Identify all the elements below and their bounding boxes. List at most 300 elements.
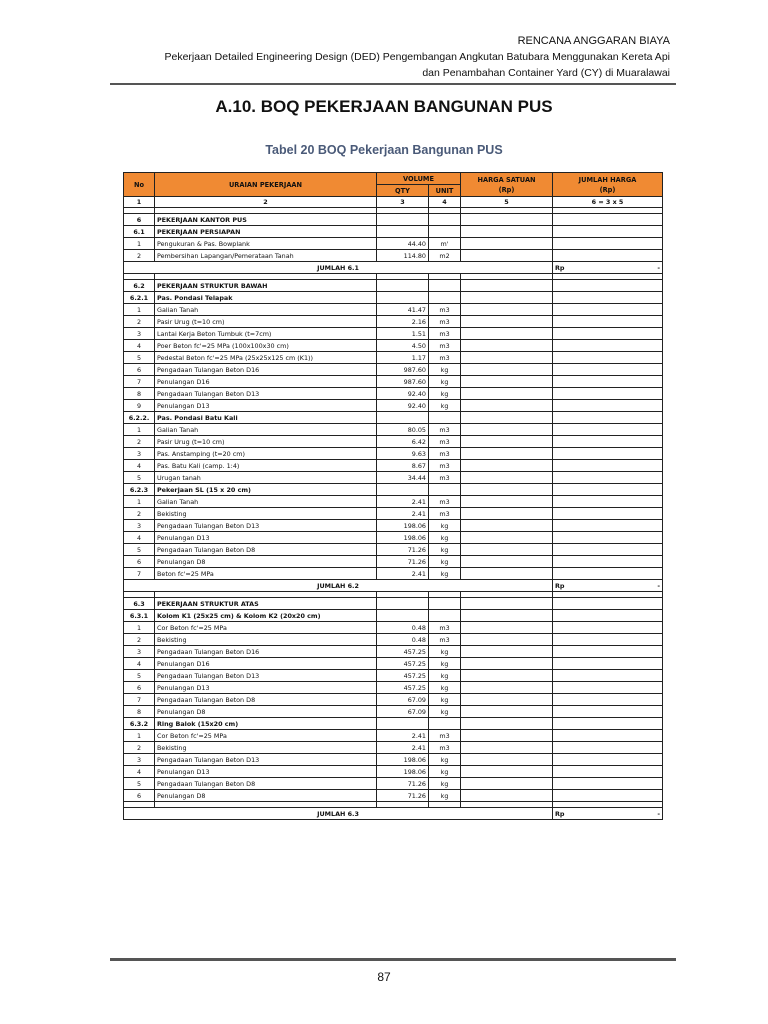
harga-satuan-cell xyxy=(461,340,553,352)
row-no: 1 xyxy=(124,304,155,316)
row-description: Cor Beton fc'=25 MPa xyxy=(155,730,377,742)
row-no: 2 xyxy=(124,436,155,448)
row-description: Pengadaan Tulangan Beton D16 xyxy=(155,364,377,376)
qty-cell xyxy=(377,280,429,292)
row-description: Beton fc'=25 MPa xyxy=(155,568,377,580)
subtotal-label: JUMLAH 6.1 xyxy=(124,262,553,274)
qty-cell: 67.09 xyxy=(377,706,429,718)
row-description: Penulangan D13 xyxy=(155,766,377,778)
unit-cell xyxy=(429,412,461,424)
harga-satuan-cell xyxy=(461,280,553,292)
section-row xyxy=(124,412,663,424)
row-no: 5 xyxy=(124,544,155,556)
table-caption: Tabel 20 BOQ Pekerjaan Bangunan PUS xyxy=(265,143,503,157)
header-no: No xyxy=(124,173,155,197)
row-no: 5 xyxy=(124,472,155,484)
unit-cell: kg xyxy=(429,556,461,568)
row-no: 6 xyxy=(124,682,155,694)
jumlah-harga-cell xyxy=(553,376,663,388)
qty-cell xyxy=(377,214,429,226)
harga-satuan-cell xyxy=(461,598,553,610)
qty-cell xyxy=(377,610,429,622)
harga-satuan-cell xyxy=(461,388,553,400)
unit-cell: kg xyxy=(429,646,461,658)
report-header xyxy=(164,33,670,81)
subtotal-amount: - xyxy=(657,809,661,818)
row-no: 1 xyxy=(124,238,155,250)
jumlah-harga-cell xyxy=(553,400,663,412)
unit-cell xyxy=(429,610,461,622)
jumlah-harga-cell xyxy=(553,718,663,730)
unit-cell xyxy=(429,718,461,730)
subtotal-row xyxy=(124,580,663,592)
harga-satuan-cell xyxy=(461,460,553,472)
subtotal-amount: - xyxy=(657,263,661,272)
table-row xyxy=(124,340,663,352)
harga-satuan-cell xyxy=(461,304,553,316)
qty-cell xyxy=(377,292,429,304)
row-description: PEKERJAAN STRUKTUR BAWAH xyxy=(155,280,377,292)
row-description: Penulangan D16 xyxy=(155,658,377,670)
harga-satuan-cell xyxy=(461,622,553,634)
table-row xyxy=(124,508,663,520)
qty-cell: 41.47 xyxy=(377,304,429,316)
harga-satuan-cell xyxy=(461,508,553,520)
table-row xyxy=(124,448,663,460)
jumlah-harga-cell xyxy=(553,622,663,634)
jumlah-harga-cell xyxy=(553,388,663,400)
qty-cell: 6.42 xyxy=(377,436,429,448)
subtotal-value xyxy=(553,262,663,274)
row-description: Penulangan D13 xyxy=(155,400,377,412)
unit-cell: m3 xyxy=(429,304,461,316)
row-description: Pengadaan Tulangan Beton D8 xyxy=(155,694,377,706)
row-description: Cor Beton fc'=25 MPa xyxy=(155,622,377,634)
unit-cell: kg xyxy=(429,790,461,802)
qty-cell: 198.06 xyxy=(377,766,429,778)
row-no: 1 xyxy=(124,496,155,508)
qty-cell: 71.26 xyxy=(377,790,429,802)
col-number: 1 xyxy=(124,197,155,208)
qty-cell: 1.17 xyxy=(377,352,429,364)
table-row xyxy=(124,304,663,316)
row-description: Pengukuran & Pas. Bowplank xyxy=(155,238,377,250)
unit-cell: m2 xyxy=(429,250,461,262)
subtotal-row xyxy=(124,262,663,274)
header-jumlah-harga-unit: (Rp) xyxy=(599,185,616,194)
unit-cell: kg xyxy=(429,388,461,400)
jumlah-harga-cell xyxy=(553,292,663,304)
qty-cell: 67.09 xyxy=(377,694,429,706)
col-number: 2 xyxy=(155,197,377,208)
qty-cell: 457.25 xyxy=(377,658,429,670)
qty-cell: 71.26 xyxy=(377,544,429,556)
harga-satuan-cell xyxy=(461,352,553,364)
table-row xyxy=(124,706,663,718)
qty-cell: 114.80 xyxy=(377,250,429,262)
table-row xyxy=(124,742,663,754)
harga-satuan-cell xyxy=(461,412,553,424)
qty-cell: 0.48 xyxy=(377,622,429,634)
unit-cell: kg xyxy=(429,766,461,778)
subtotal-value xyxy=(553,580,663,592)
currency-label: Rp xyxy=(555,809,565,818)
unit-cell: m3 xyxy=(429,352,461,364)
table-row xyxy=(124,790,663,802)
row-description: Penulangan D8 xyxy=(155,706,377,718)
row-description: Pengadaan Tulangan Beton D13 xyxy=(155,520,377,532)
unit-cell: kg xyxy=(429,754,461,766)
row-no: 3 xyxy=(124,520,155,532)
unit-cell: m3 xyxy=(429,340,461,352)
row-no: 5 xyxy=(124,670,155,682)
qty-cell: 1.51 xyxy=(377,328,429,340)
row-no: 1 xyxy=(124,730,155,742)
header-uraian: URAIAN PEKERJAAN xyxy=(155,173,377,197)
qty-cell: 4.50 xyxy=(377,340,429,352)
unit-cell xyxy=(429,280,461,292)
qty-cell: 92.40 xyxy=(377,400,429,412)
qty-cell: 987.60 xyxy=(377,364,429,376)
row-description: Pengadaan Tulangan Beton D13 xyxy=(155,670,377,682)
row-no: 6 xyxy=(124,214,155,226)
jumlah-harga-cell xyxy=(553,280,663,292)
qty-cell: 92.40 xyxy=(377,388,429,400)
qty-cell: 987.60 xyxy=(377,376,429,388)
table-row xyxy=(124,388,663,400)
qty-cell: 198.06 xyxy=(377,532,429,544)
unit-cell xyxy=(429,292,461,304)
table-row xyxy=(124,754,663,766)
harga-satuan-cell xyxy=(461,568,553,580)
header-volume: VOLUME xyxy=(377,173,461,185)
harga-satuan-cell xyxy=(461,496,553,508)
table-row xyxy=(124,424,663,436)
row-no: 6.1 xyxy=(124,226,155,238)
row-description: Galian Tanah xyxy=(155,304,377,316)
jumlah-harga-cell xyxy=(553,238,663,250)
jumlah-harga-cell xyxy=(553,544,663,556)
table-row xyxy=(124,778,663,790)
unit-cell: kg xyxy=(429,682,461,694)
row-description: Pengadaan Tulangan Beton D13 xyxy=(155,754,377,766)
jumlah-harga-cell xyxy=(553,598,663,610)
row-description: Bekisting xyxy=(155,742,377,754)
qty-cell: 71.26 xyxy=(377,556,429,568)
row-no: 6.3 xyxy=(124,598,155,610)
table-row xyxy=(124,556,663,568)
unit-cell: kg xyxy=(429,694,461,706)
unit-cell: m3 xyxy=(429,730,461,742)
table-row xyxy=(124,766,663,778)
harga-satuan-cell xyxy=(461,790,553,802)
row-description: PEKERJAAN KANTOR PUS xyxy=(155,214,377,226)
row-no: 4 xyxy=(124,460,155,472)
row-no: 2 xyxy=(124,316,155,328)
qty-cell: 457.25 xyxy=(377,670,429,682)
row-no: 7 xyxy=(124,694,155,706)
col-number: 5 xyxy=(461,197,553,208)
jumlah-harga-cell xyxy=(553,706,663,718)
row-no: 9 xyxy=(124,400,155,412)
header-line-3: dan Penambahan Container Yard (CY) di Muaralawai xyxy=(422,67,670,79)
jumlah-harga-cell xyxy=(553,754,663,766)
unit-cell: m3 xyxy=(429,424,461,436)
section-row xyxy=(124,214,663,226)
qty-cell xyxy=(377,412,429,424)
unit-cell: m3 xyxy=(429,328,461,340)
row-no: 4 xyxy=(124,766,155,778)
jumlah-harga-cell xyxy=(553,646,663,658)
row-no: 4 xyxy=(124,532,155,544)
jumlah-harga-cell xyxy=(553,472,663,484)
header-jumlah-harga xyxy=(553,173,663,197)
table-row xyxy=(124,496,663,508)
harga-satuan-cell xyxy=(461,448,553,460)
harga-satuan-cell xyxy=(461,694,553,706)
harga-satuan-cell xyxy=(461,520,553,532)
section-row xyxy=(124,610,663,622)
unit-cell: kg xyxy=(429,544,461,556)
row-description: Kolom K1 (25x25 cm) & Kolom K2 (20x20 cm) xyxy=(155,610,377,622)
col-number: 3 xyxy=(377,197,429,208)
table-row xyxy=(124,544,663,556)
table-row xyxy=(124,400,663,412)
qty-cell: 8.67 xyxy=(377,460,429,472)
qty-cell: 44.40 xyxy=(377,238,429,250)
harga-satuan-cell xyxy=(461,472,553,484)
harga-satuan-cell xyxy=(461,670,553,682)
qty-cell: 80.05 xyxy=(377,424,429,436)
row-description: Pekerjaan SL (15 x 20 cm) xyxy=(155,484,377,496)
harga-satuan-cell xyxy=(461,238,553,250)
harga-satuan-cell xyxy=(461,376,553,388)
jumlah-harga-cell xyxy=(553,328,663,340)
jumlah-harga-cell xyxy=(553,304,663,316)
row-description: Urugan tanah xyxy=(155,472,377,484)
subtotal-label: JUMLAH 6.2 xyxy=(124,580,553,592)
row-no: 6.2 xyxy=(124,280,155,292)
harga-satuan-cell xyxy=(461,214,553,226)
unit-cell xyxy=(429,598,461,610)
row-description: Pengadaan Tulangan Beton D8 xyxy=(155,544,377,556)
jumlah-harga-cell xyxy=(553,250,663,262)
table-row xyxy=(124,568,663,580)
harga-satuan-cell xyxy=(461,556,553,568)
section-row xyxy=(124,292,663,304)
harga-satuan-cell xyxy=(461,718,553,730)
jumlah-harga-cell xyxy=(553,670,663,682)
unit-cell: kg xyxy=(429,658,461,670)
jumlah-harga-cell xyxy=(553,778,663,790)
row-description: Pengadaan Tulangan Beton D13 xyxy=(155,388,377,400)
table-row xyxy=(124,694,663,706)
jumlah-harga-cell xyxy=(553,610,663,622)
qty-cell: 198.06 xyxy=(377,754,429,766)
qty-cell: 198.06 xyxy=(377,520,429,532)
row-description: Bekisting xyxy=(155,508,377,520)
row-no: 5 xyxy=(124,778,155,790)
table-row xyxy=(124,364,663,376)
jumlah-harga-cell xyxy=(553,448,663,460)
row-description: Pedestal Beton fc'=25 MPa (25x25x125 cm (K1)) xyxy=(155,352,377,364)
table-row xyxy=(124,730,663,742)
row-description: Bekisting xyxy=(155,634,377,646)
row-no: 7 xyxy=(124,376,155,388)
row-description: Galian Tanah xyxy=(155,496,377,508)
jumlah-harga-cell xyxy=(553,364,663,376)
unit-cell: kg xyxy=(429,400,461,412)
harga-satuan-cell xyxy=(461,424,553,436)
unit-cell: kg xyxy=(429,364,461,376)
table-row xyxy=(124,532,663,544)
row-no: 1 xyxy=(124,424,155,436)
row-no: 6 xyxy=(124,364,155,376)
row-description: Pas. Pondasi Batu Kali xyxy=(155,412,377,424)
table-row xyxy=(124,682,663,694)
header-harga-satuan xyxy=(461,173,553,197)
unit-cell: m3 xyxy=(429,472,461,484)
qty-cell: 2.16 xyxy=(377,316,429,328)
harga-satuan-cell xyxy=(461,706,553,718)
unit-cell: kg xyxy=(429,706,461,718)
unit-cell xyxy=(429,214,461,226)
row-description: Pas. Batu Kali (camp. 1:4) xyxy=(155,460,377,472)
section-row xyxy=(124,484,663,496)
table-row xyxy=(124,436,663,448)
unit-cell: m3 xyxy=(429,634,461,646)
section-row xyxy=(124,280,663,292)
harga-satuan-cell xyxy=(461,250,553,262)
qty-cell xyxy=(377,598,429,610)
table-row xyxy=(124,352,663,364)
qty-cell xyxy=(377,226,429,238)
row-no: 3 xyxy=(124,646,155,658)
jumlah-harga-cell xyxy=(553,556,663,568)
row-no: 5 xyxy=(124,352,155,364)
jumlah-harga-cell xyxy=(553,352,663,364)
harga-satuan-cell xyxy=(461,484,553,496)
page-number: 87 xyxy=(377,970,391,984)
subtotal-value xyxy=(553,808,663,820)
jumlah-harga-cell xyxy=(553,508,663,520)
jumlah-harga-cell xyxy=(553,658,663,670)
row-description: Penulangan D8 xyxy=(155,790,377,802)
row-no: 4 xyxy=(124,658,155,670)
harga-satuan-cell xyxy=(461,226,553,238)
header-harga-satuan-unit: (Rp) xyxy=(498,185,515,194)
harga-satuan-cell xyxy=(461,634,553,646)
row-description: Penulangan D16 xyxy=(155,376,377,388)
row-no: 2 xyxy=(124,508,155,520)
harga-satuan-cell xyxy=(461,316,553,328)
table-row xyxy=(124,328,663,340)
unit-cell: kg xyxy=(429,568,461,580)
row-description: Pengadaan Tulangan Beton D16 xyxy=(155,646,377,658)
table-row xyxy=(124,250,663,262)
unit-cell: m3 xyxy=(429,622,461,634)
section-row xyxy=(124,718,663,730)
section-row xyxy=(124,226,663,238)
currency-label: Rp xyxy=(555,263,565,272)
unit-cell: m3 xyxy=(429,448,461,460)
harga-satuan-cell xyxy=(461,766,553,778)
header-line-2: Pekerjaan Detailed Engineering Design (DED) Pengembangan Angkutan Batubara Menggunakan Kereta Api xyxy=(164,51,670,63)
row-no: 1 xyxy=(124,622,155,634)
row-no: 6 xyxy=(124,556,155,568)
jumlah-harga-cell xyxy=(553,436,663,448)
header-unit: UNIT xyxy=(429,185,461,197)
row-no: 2 xyxy=(124,250,155,262)
row-no: 2 xyxy=(124,634,155,646)
row-description: Penulangan D13 xyxy=(155,532,377,544)
unit-cell: kg xyxy=(429,520,461,532)
table-row xyxy=(124,646,663,658)
table-row xyxy=(124,658,663,670)
harga-satuan-cell xyxy=(461,544,553,556)
table-row xyxy=(124,520,663,532)
unit-cell: m3 xyxy=(429,316,461,328)
boq-table xyxy=(123,172,663,820)
table-row xyxy=(124,622,663,634)
jumlah-harga-cell xyxy=(553,694,663,706)
qty-cell: 9.63 xyxy=(377,448,429,460)
row-no: 6 xyxy=(124,790,155,802)
jumlah-harga-cell xyxy=(553,340,663,352)
row-description: Ring Balok (15x20 cm) xyxy=(155,718,377,730)
row-description: Pas. Anstamping (t=20 cm) xyxy=(155,448,377,460)
qty-cell: 457.25 xyxy=(377,682,429,694)
table-row xyxy=(124,316,663,328)
row-no: 3 xyxy=(124,328,155,340)
header-line-1: RENCANA ANGGARAN BIAYA xyxy=(517,35,670,47)
qty-cell: 2.41 xyxy=(377,496,429,508)
qty-cell: 2.41 xyxy=(377,508,429,520)
row-description: Lantai Kerja Beton Tumbuk (t=7cm) xyxy=(155,328,377,340)
table-header xyxy=(124,173,663,208)
unit-cell: kg xyxy=(429,670,461,682)
header-jumlah-harga-label: JUMLAH HARGA xyxy=(578,175,637,184)
row-description: Penulangan D13 xyxy=(155,682,377,694)
subtotal-label: JUMLAH 6.3 xyxy=(124,808,553,820)
row-no: 8 xyxy=(124,388,155,400)
table-row xyxy=(124,238,663,250)
row-description: Pasir Urug (t=10 cm) xyxy=(155,436,377,448)
jumlah-harga-cell xyxy=(553,634,663,646)
row-description: Pembersihan Lapangan/Pemerataan Tanah xyxy=(155,250,377,262)
unit-cell: kg xyxy=(429,778,461,790)
unit-cell xyxy=(429,226,461,238)
qty-cell: 0.48 xyxy=(377,634,429,646)
jumlah-harga-cell xyxy=(553,682,663,694)
currency-label: Rp xyxy=(555,581,565,590)
header-rule xyxy=(110,83,676,85)
unit-cell: m3 xyxy=(429,436,461,448)
header-qty: QTY xyxy=(377,185,429,197)
harga-satuan-cell xyxy=(461,742,553,754)
row-description: Pasir Urug (t=10 cm) xyxy=(155,316,377,328)
table-row xyxy=(124,634,663,646)
section-title: A.10. BOQ PEKERJAAN BANGUNAN PUS xyxy=(215,97,553,116)
qty-cell: 2.41 xyxy=(377,568,429,580)
harga-satuan-cell xyxy=(461,658,553,670)
row-description: Galian Tanah xyxy=(155,424,377,436)
table-row xyxy=(124,376,663,388)
jumlah-harga-cell xyxy=(553,316,663,328)
section-row xyxy=(124,598,663,610)
harga-satuan-cell xyxy=(461,532,553,544)
row-no: 4 xyxy=(124,340,155,352)
